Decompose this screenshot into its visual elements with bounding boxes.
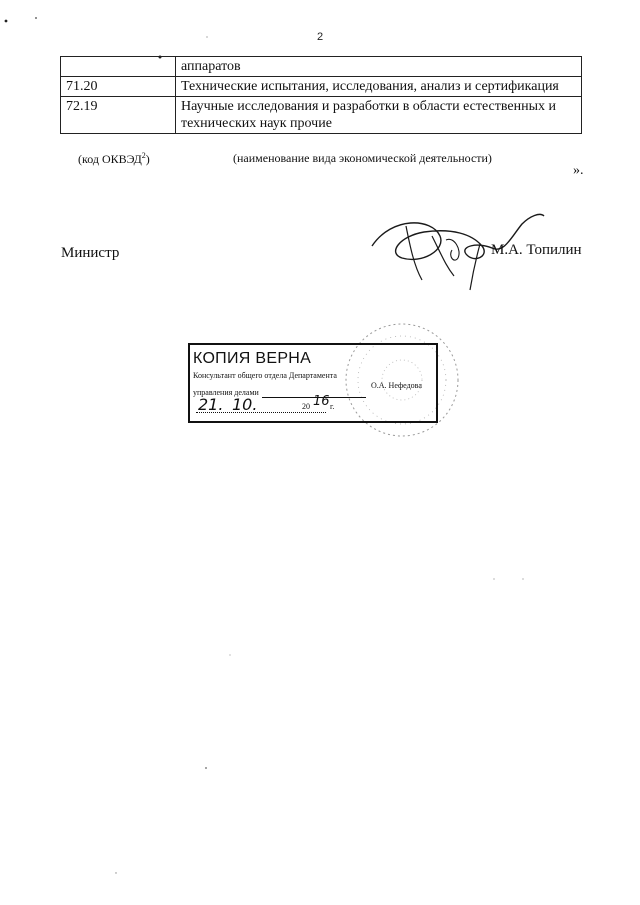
stamp-position-line: Консультант общего отдела Департамента	[193, 371, 337, 380]
stamp-date-year-suffix: 16	[313, 394, 330, 409]
page-number: 2	[316, 31, 324, 43]
activity-name-cell: Технические испытания, исследования, анализ и сертификация	[176, 77, 582, 97]
stamp-date-month: 10.	[232, 395, 258, 414]
closing-quote: ».	[573, 163, 584, 178]
okved-code-cell: 72.19	[61, 97, 176, 134]
stamp-date-year-prefix: 20	[302, 402, 310, 411]
okved-code-caption: (код ОКВЭД$^2$)	[78, 151, 150, 166]
stamp-department-line: управления делами	[193, 388, 259, 397]
activity-name-cell: аппаратов	[176, 57, 582, 77]
stamp-date-day: 21.	[198, 395, 224, 414]
stamp-date-year-abbrev: г.	[330, 402, 335, 411]
stamp-signer-name: О.А. Нефедова	[371, 381, 422, 390]
minister-title: Министр	[61, 245, 120, 261]
activity-name-caption: (наименование вида экономической деятельности)	[233, 151, 492, 165]
activity-name-cell: Научные исследования и разработки в области естественных и технических наук прочие	[176, 97, 582, 134]
stamp-title: КОПИЯ ВЕРНА	[193, 350, 312, 367]
okved-code-cell: 71.20	[61, 77, 176, 97]
minister-name: М.А. Топилин	[491, 242, 582, 258]
